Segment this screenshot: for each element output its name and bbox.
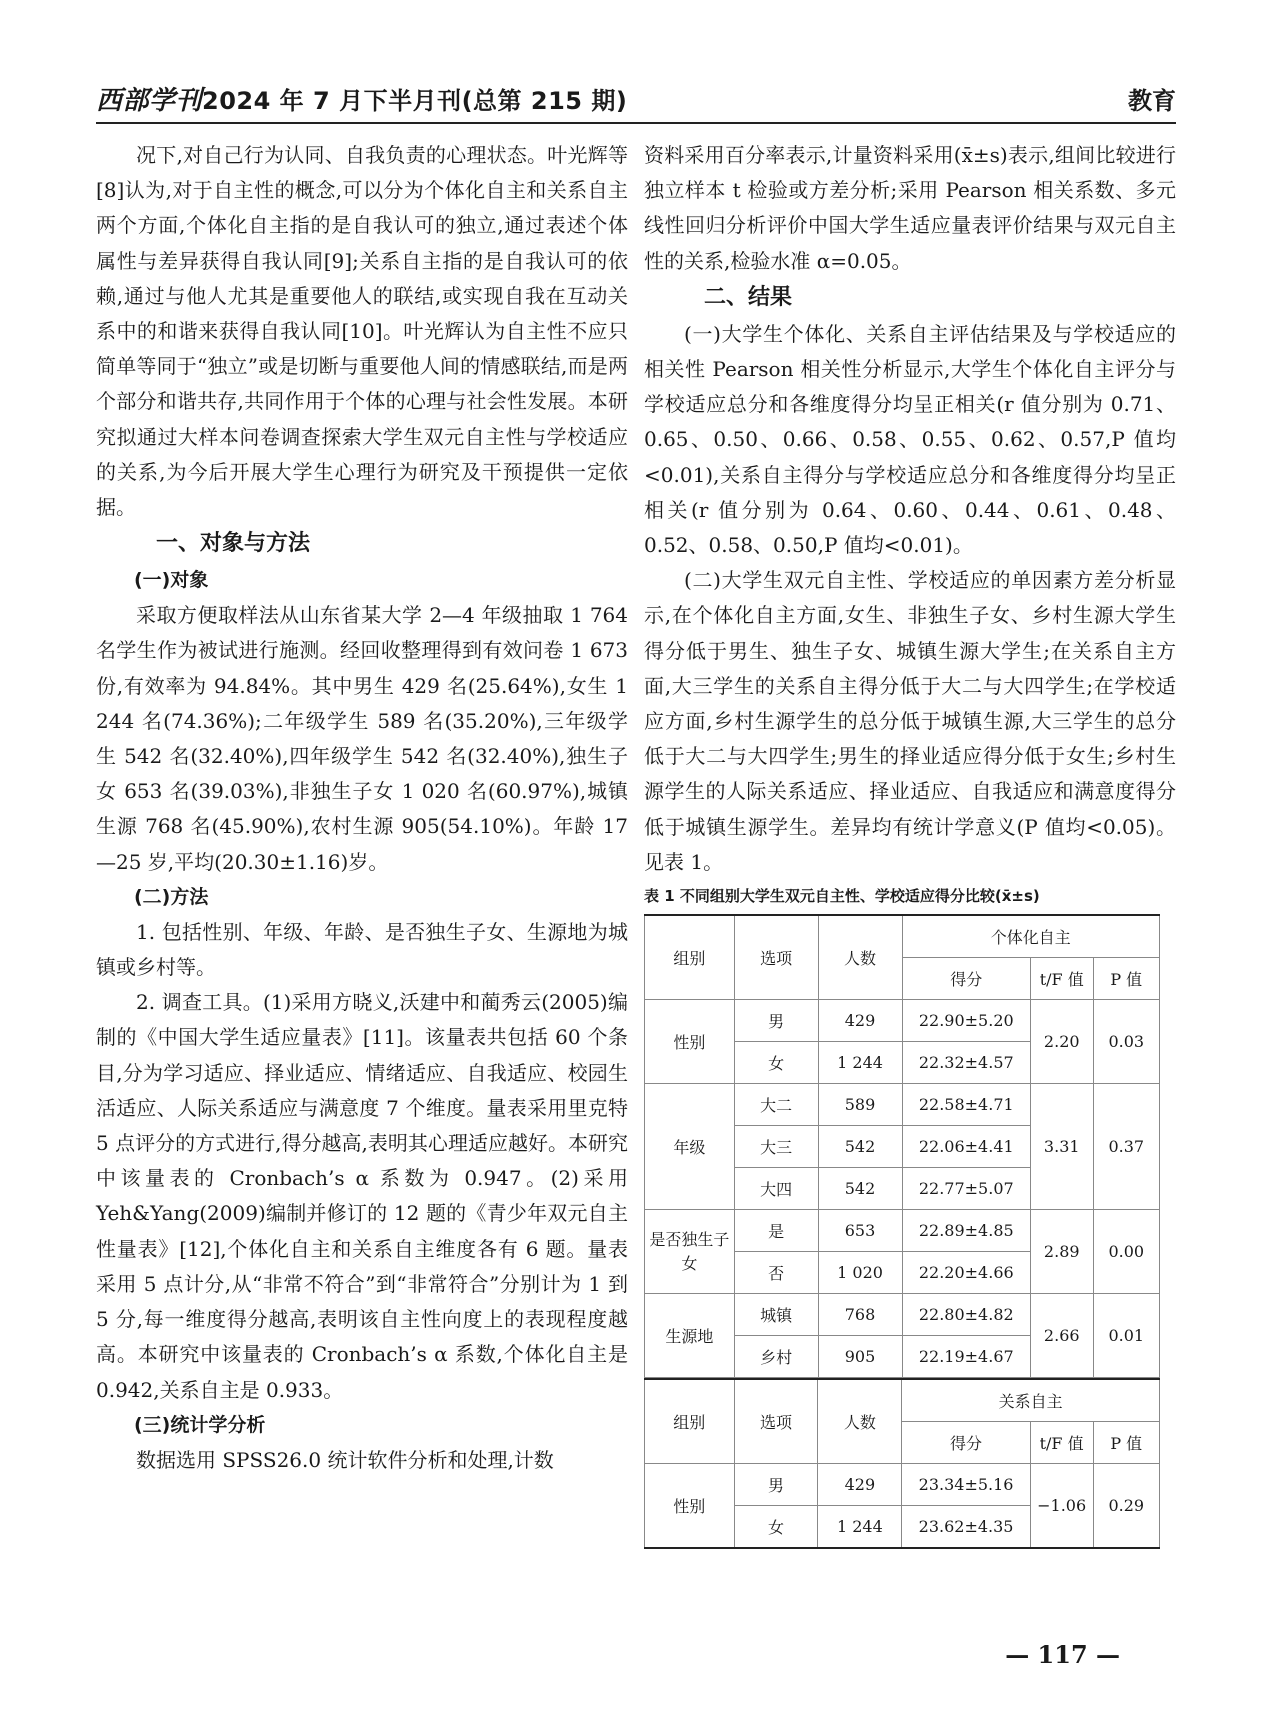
score-rural: 22.19±4.67 — [902, 1336, 1030, 1378]
n-male: 429 — [818, 1000, 902, 1042]
page-header — [96, 86, 1176, 124]
option-rural: 乡村 — [734, 1336, 818, 1378]
tf-grade: 3.31 — [1030, 1084, 1093, 1210]
score-male: 23.34±5.16 — [902, 1464, 1030, 1506]
table-relational-autonomy — [644, 1378, 1160, 1549]
results-paragraph-1: (一)大学生个体化、关系自主评估结果及与学校适应的相关性 Pearson 相关性分析显示,大学生个体化自主评分与学校适应总分和各维度得分均呈正相关(r 值分别为 0.71、0.65、0.50、0.66、0.58、0.55、0.62、0.57,P 值均<0.01),关系自主得分与学校适应总分和各维度得分均呈正相关(r 值分别为 0.64、0.60、0.44、0.61、0.48、0.52、0.58、0.50,P 值均<0.01)。 — [644, 321, 1176, 558]
score-grade-3: 22.06±4.41 — [902, 1126, 1030, 1168]
group-origin: 生源地 — [645, 1294, 735, 1378]
option-male: 男 — [734, 1464, 818, 1506]
issue-info: 2024 年 7 月下半月刊(总第 215 期) — [202, 87, 628, 115]
n-grade-4: 542 — [818, 1168, 902, 1210]
table-row — [645, 1464, 1160, 1506]
option-male: 男 — [734, 1000, 818, 1042]
n-yes: 653 — [818, 1210, 902, 1252]
method-paragraph-1: 1. 包括性别、年级、年龄、是否独生子女、生源地为城镇或乡村等。 — [96, 919, 628, 980]
table-individual-autonomy — [644, 914, 1160, 1378]
table-header-row — [645, 915, 1160, 958]
table-header-row — [645, 1379, 1160, 1422]
score-grade-4: 22.77±5.07 — [902, 1168, 1030, 1210]
journal-logo: 西部学刊 — [96, 86, 203, 116]
header-group: 组别 — [645, 1379, 735, 1464]
table-row — [645, 1000, 1160, 1042]
option-no: 否 — [734, 1252, 818, 1294]
table-caption: 表 1 不同组别大学生双元自主性、学校适应得分比较(x̄±s) — [644, 887, 1040, 906]
option-yes: 是 — [734, 1210, 818, 1252]
header-n: 人数 — [818, 1379, 902, 1464]
section-label: 教育 — [1128, 87, 1176, 115]
header-p: P 值 — [1093, 1422, 1160, 1464]
header-tf: t/F 值 — [1030, 1422, 1093, 1464]
subheading-method: (二)方法 — [134, 885, 209, 908]
header-tf: t/F 值 — [1030, 958, 1093, 1000]
method-paragraph-2: 2. 调查工具。(1)采用方晓义,沃建中和蔺秀云(2005)编制的《中国大学生适应量表》[11]。该量表共包括 60 个条目,分为学习适应、择业适应、情绪适应、自我适应、校园生活适应、人际关系适应与满意度 7 个维度。量表采用里克特 5 点评分的方式进行,得分越高,表明其心理适应越好。本研究中该量表的 Cronbach’s α 系数为 0.947。(2)采用 Yeh&Yang(2009)编制并修订的 12 题的《青少年双元自主性量表》[12],个体化自主和关系自主维度各有 6 题。量表采用 5 点计分,从“非常不符合”到“非常符合”分别计为 1 到 5 分,每一维度得分越高,表明该自主性向度上的表现程度越高。本研究中该量表的 Cronbach’s α 系数,个体化自主是 0.942,关系自主是 0.933。 — [96, 990, 628, 1402]
option-female: 女 — [734, 1506, 818, 1549]
page-number: — 117 — — [1005, 1640, 1120, 1669]
group-only-child: 是否独生子女 — [645, 1210, 735, 1294]
header-group: 组别 — [645, 915, 735, 1000]
tf-only-child: 2.89 — [1030, 1210, 1093, 1294]
table-row — [645, 1210, 1160, 1252]
header-p: P 值 — [1093, 958, 1160, 1000]
subheading-subjects: (一)对象 — [134, 569, 209, 592]
right-column — [644, 138, 1176, 1549]
p-origin: 0.01 — [1093, 1294, 1160, 1378]
header-score: 得分 — [902, 1422, 1030, 1464]
group-gender: 性别 — [645, 1000, 735, 1084]
n-no: 1 020 — [818, 1252, 902, 1294]
table-row — [645, 1084, 1160, 1126]
header-relational-autonomy: 关系自主 — [902, 1379, 1160, 1422]
score-yes: 22.89±4.85 — [902, 1210, 1030, 1252]
n-male: 429 — [818, 1464, 902, 1506]
header-score: 得分 — [902, 958, 1030, 1000]
group-grade: 年级 — [645, 1084, 735, 1210]
n-town: 768 — [818, 1294, 902, 1336]
option-grade-3: 大三 — [734, 1126, 818, 1168]
p-gender: 0.29 — [1093, 1464, 1160, 1549]
n-grade-3: 542 — [818, 1126, 902, 1168]
results-paragraph-2: (二)大学生双元自主性、学校适应的单因素方差分析显示,在个体化自主方面,女生、非独生子女、乡村生源大学生得分低于男生、独生子女、城镇生源大学生;在关系自主方面,大三学生的关系自主得分低于大二与大四学生;在学校适应方面,乡村生源学生的总分低于城镇生源,大三学生的总分低于大二与大四学生;男生的择业适应得分低于女生;乡村生源学生的人际关系适应、择业适应、自我适应和满意度得分低于城镇生源学生。差异均有统计学意义(P 值均<0.05)。见表 1。 — [644, 568, 1176, 874]
score-female: 23.62±4.35 — [902, 1506, 1030, 1549]
section-heading-methods: 一、对象与方法 — [156, 531, 311, 557]
header-option: 选项 — [734, 1379, 818, 1464]
journal-title — [96, 86, 627, 116]
section-heading-results: 二、结果 — [704, 284, 793, 310]
intro-paragraph: 况下,对自己行为认同、自我负责的心理状态。叶光辉等[8]认为,对于自主性的概念,可以分为个体化自主和关系自主两个方面,个体化自主指的是自我认可的独立,通过表述个体属性与差异获得自我认同[9];关系自主指的是自我认可的依赖,通过与他人尤其是重要他人的联结,或实现自我在互动关系中的和谐来获得自我认同[10]。叶光辉认为自主性不应只简单等同于“独立”或是切断与重要他人间的情感联结,而是两个部分和谐共存,共同作用于个体的心理与社会性发展。本研究拟通过大样本问卷调查探索大学生双元自主性与学校适应的关系,为今后开展大学生心理行为研究及干预提供一定依据。 — [96, 143, 628, 520]
option-town: 城镇 — [734, 1294, 818, 1336]
table-row — [645, 1294, 1160, 1336]
header-n: 人数 — [818, 915, 902, 1000]
n-female: 1 244 — [818, 1506, 902, 1549]
p-grade: 0.37 — [1093, 1084, 1160, 1210]
score-male: 22.90±5.20 — [902, 1000, 1030, 1042]
score-female: 22.32±4.57 — [902, 1042, 1030, 1084]
header-individual-autonomy: 个体化自主 — [902, 915, 1159, 958]
statistics-paragraph: 数据选用 SPSS26.0 统计软件分析和处理,计数 — [136, 1447, 554, 1472]
subjects-paragraph: 采取方便取样法从山东省某大学 2—4 年级抽取 1 764 名学生作为被试进行施测。经回收整理得到有效问卷 1 673 份,有效率为 94.84%。其中男生 429 名(25.64%),女生 1 244 名(74.36%);二年级学生 589 名(35.20%),三年级学生 542 名(32.40%),四年级学生 542 名(32.40%),独生子女 653 名(39.03%),非独生子女 1 020 名(60.97%),城镇生源 768 名(45.90%),农村生源 905(54.10%)。年龄 17—25 岁,平均(20.30±1.16)岁。 — [96, 603, 628, 874]
p-gender: 0.03 — [1093, 1000, 1160, 1084]
left-column — [96, 138, 628, 1478]
p-only-child: 0.00 — [1093, 1210, 1160, 1294]
score-grade-2: 22.58±4.71 — [902, 1084, 1030, 1126]
option-grade-2: 大二 — [734, 1084, 818, 1126]
tf-gender: −1.06 — [1030, 1464, 1093, 1549]
group-gender: 性别 — [645, 1464, 735, 1549]
n-grade-2: 589 — [818, 1084, 902, 1126]
table-1 — [644, 914, 1176, 1549]
n-female: 1 244 — [818, 1042, 902, 1084]
option-grade-4: 大四 — [734, 1168, 818, 1210]
tf-origin: 2.66 — [1030, 1294, 1093, 1378]
n-rural: 905 — [818, 1336, 902, 1378]
score-town: 22.80±4.82 — [902, 1294, 1030, 1336]
statistics-continued: 资料采用百分率表示,计量资料采用(x̄±s)表示,组间比较进行独立样本 t 检验或方差分析;采用 Pearson 相关系数、多元线性回归分析评价中国大学生适应量表评价结果与双元自主性的关系,检验水准 α=0.05。 — [644, 143, 1176, 273]
header-option: 选项 — [734, 915, 818, 1000]
subheading-statistics: (三)统计学分析 — [134, 1413, 266, 1436]
tf-gender: 2.20 — [1030, 1000, 1093, 1084]
option-female: 女 — [734, 1042, 818, 1084]
score-no: 22.20±4.66 — [902, 1252, 1030, 1294]
